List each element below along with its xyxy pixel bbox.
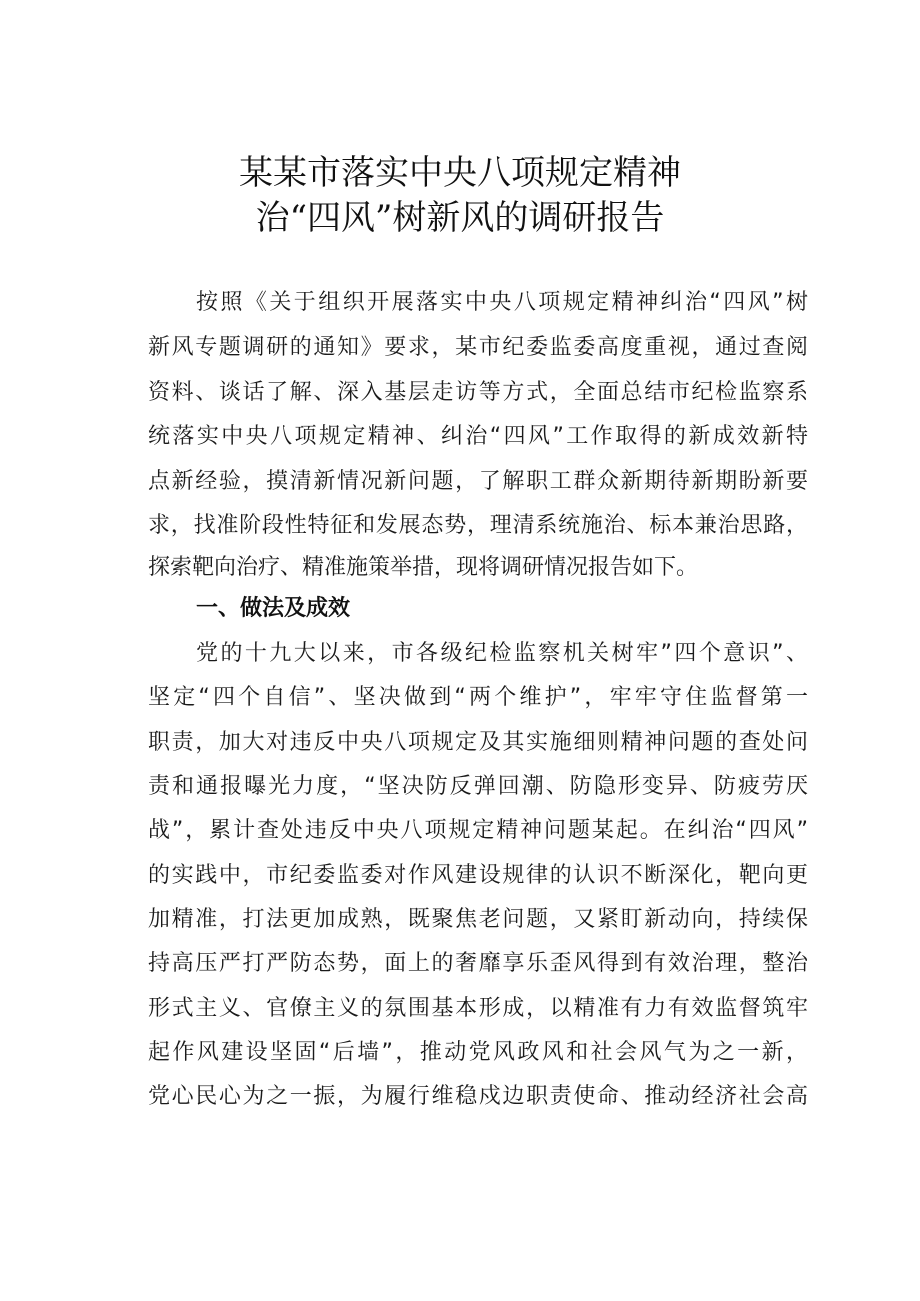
section-paragraph-line: 党的十九大以来，市各级纪检监察机关树牢”四个意识”、 — [196, 641, 808, 666]
intro-paragraph-line: 按照《关于组织开展落实中央八项规定精神纠治“四风”树 — [196, 290, 808, 315]
section-paragraph-line: 加精准，打法更加成熟，既聚焦老问题，又紧盯新动向，持续保 — [148, 907, 808, 932]
section-paragraph-line: 形式主义、官僚主义的氛围基本形成，以精准有力有效监督筑牢 — [148, 996, 808, 1021]
document-title-line-2: 治“四风”树新风的调研报告 — [255, 198, 665, 238]
section-paragraph-line: 的实践中，市纪委监委对作风建设规律的认识不断深化，靶向更 — [148, 863, 808, 888]
intro-paragraph-line: 求，找准阶段性特征和发展态势，理清系统施治、标本兼治思路， — [148, 513, 808, 538]
section-paragraph-line: 责和通报曝光力度，“坚决防反弹回潮、防隐形变异、防疲劳厌 — [148, 774, 808, 799]
intro-paragraph-line: 点新经验，摸清新情况新问题，了解职工群众新期待新期盼新要 — [148, 469, 808, 494]
intro-paragraph-line: 统落实中央八项规定精神、纠治“四风”工作取得的新成效新特 — [148, 424, 808, 449]
intro-paragraph-line: 探索靶向治疗、精准施策举措，现将调研情况报告如下。 — [148, 555, 699, 580]
intro-paragraph-line: 新风专题调研的通知》要求，某市纪委监委高度重视，通过查阅 — [148, 335, 808, 360]
section-paragraph-line: 坚定“四个自信”、坚决做到“两个维护”，牢牢守住监督第一 — [148, 685, 808, 710]
section-paragraph-line: 持高压严打严防态势，面上的奢靡享乐歪风得到有效治理，整治 — [148, 951, 808, 976]
section-paragraph-line: 起作风建设坚固“后墙”，推动党风政风和社会风气为之一新， — [148, 1040, 808, 1065]
document-title-line-1: 某某市落实中央八项规定精神 — [239, 153, 681, 193]
intro-paragraph-line: 资料、谈话了解、深入基层走访等方式，全面总结市纪检监察系 — [148, 380, 808, 405]
section-paragraph-line: 战”，累计查处违反中央八项规定精神问题某起。在纠治“四风” — [148, 818, 808, 843]
section-paragraph-line: 职责，加大对违反中央八项规定及其实施细则精神问题的查处问 — [148, 730, 808, 755]
section-paragraph-line: 党心民心为之一振，为履行维稳戍边职责使命、推动经济社会高 — [148, 1084, 808, 1109]
section-heading: 一、做法及成效 — [196, 596, 351, 621]
